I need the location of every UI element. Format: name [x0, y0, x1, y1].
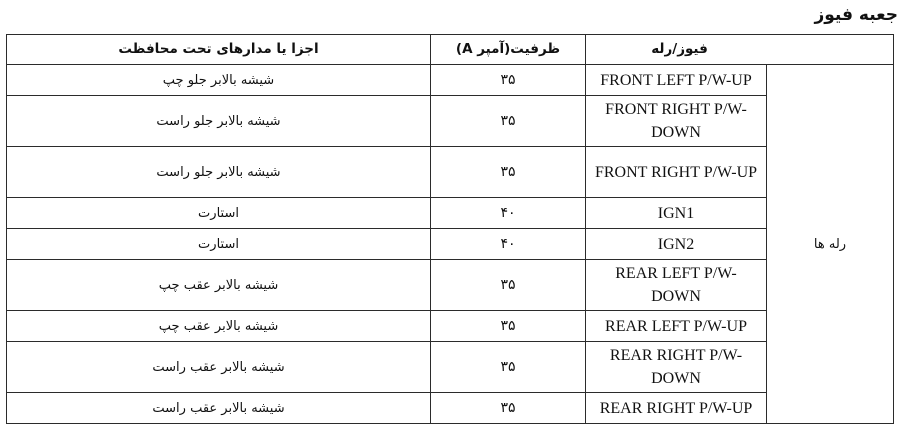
relay-group-cell: رله ها	[767, 65, 894, 424]
table-row	[7, 96, 894, 147]
parts-cell: شیشه بالابر عقب چپ	[7, 260, 431, 311]
page-title: جعبه فیوز	[814, 5, 898, 25]
fuse-cell	[586, 260, 767, 311]
fuse-label: FRONT LEFT P/W-UP	[600, 71, 752, 89]
fuse-cell	[586, 65, 767, 96]
capacity-cell: ۳۵	[431, 65, 586, 96]
fuse-cell	[586, 229, 767, 260]
fuse-cell	[586, 342, 767, 393]
parts-cell: استارت	[7, 198, 431, 229]
fuse-label: REAR LEFT P/W-DOWN	[615, 265, 737, 305]
fuse-cell	[586, 393, 767, 424]
header-fuse-relay	[586, 35, 894, 65]
parts-cell: شیشه بالابر جلو چپ	[7, 65, 431, 96]
fuse-label: FRONT RIGHT P/W-UP	[594, 163, 758, 181]
fuse-cell	[586, 198, 767, 229]
table-row	[7, 65, 894, 96]
capacity-cell: ۳۵	[431, 393, 586, 424]
table-row	[7, 311, 894, 342]
parts-cell: شیشه بالابر جلو راست	[7, 96, 431, 147]
parts-cell: شیشه بالابر عقب راست	[7, 393, 431, 424]
table-row	[7, 198, 894, 229]
capacity-cell: ۳۵	[431, 311, 586, 342]
fuse-cell	[586, 96, 767, 147]
capacity-cell: ۳۵	[431, 147, 586, 198]
fuse-label: REAR RIGHT P/W-DOWN	[609, 347, 743, 387]
fuse-label: IGN1	[657, 204, 695, 222]
table-row	[7, 342, 894, 393]
fuse-table	[6, 34, 894, 424]
fuse-label: REAR LEFT P/W-UP	[605, 317, 747, 335]
header-protected-parts: اجزا یا مدارهای تحت محافظت	[7, 35, 431, 65]
table-row	[7, 147, 894, 198]
capacity-cell: ۳۵	[431, 260, 586, 311]
fuse-label: REAR RIGHT P/W-UP	[599, 399, 753, 417]
capacity-cell: ۴۰	[431, 229, 586, 260]
table-header-row	[7, 35, 894, 65]
header-fuse-relay-label: فیوز/رله	[651, 41, 708, 57]
parts-cell: شیشه بالابر جلو راست	[7, 147, 431, 198]
fuse-cell	[586, 147, 767, 198]
fuse-label: IGN2	[657, 235, 695, 253]
table-row	[7, 229, 894, 260]
capacity-cell: ۴۰	[431, 198, 586, 229]
fuse-cell	[586, 311, 767, 342]
parts-cell: شیشه بالابر عقب راست	[7, 342, 431, 393]
header-capacity: ظرفیت(آمپر A)	[431, 35, 586, 65]
capacity-cell: ۳۵	[431, 342, 586, 393]
parts-cell: شیشه بالابر عقب چپ	[7, 311, 431, 342]
capacity-cell: ۳۵	[431, 96, 586, 147]
table-row	[7, 393, 894, 424]
parts-cell: استارت	[7, 229, 431, 260]
table-row	[7, 260, 894, 311]
fuse-label: FRONT RIGHT P/W-DOWN	[605, 101, 747, 141]
